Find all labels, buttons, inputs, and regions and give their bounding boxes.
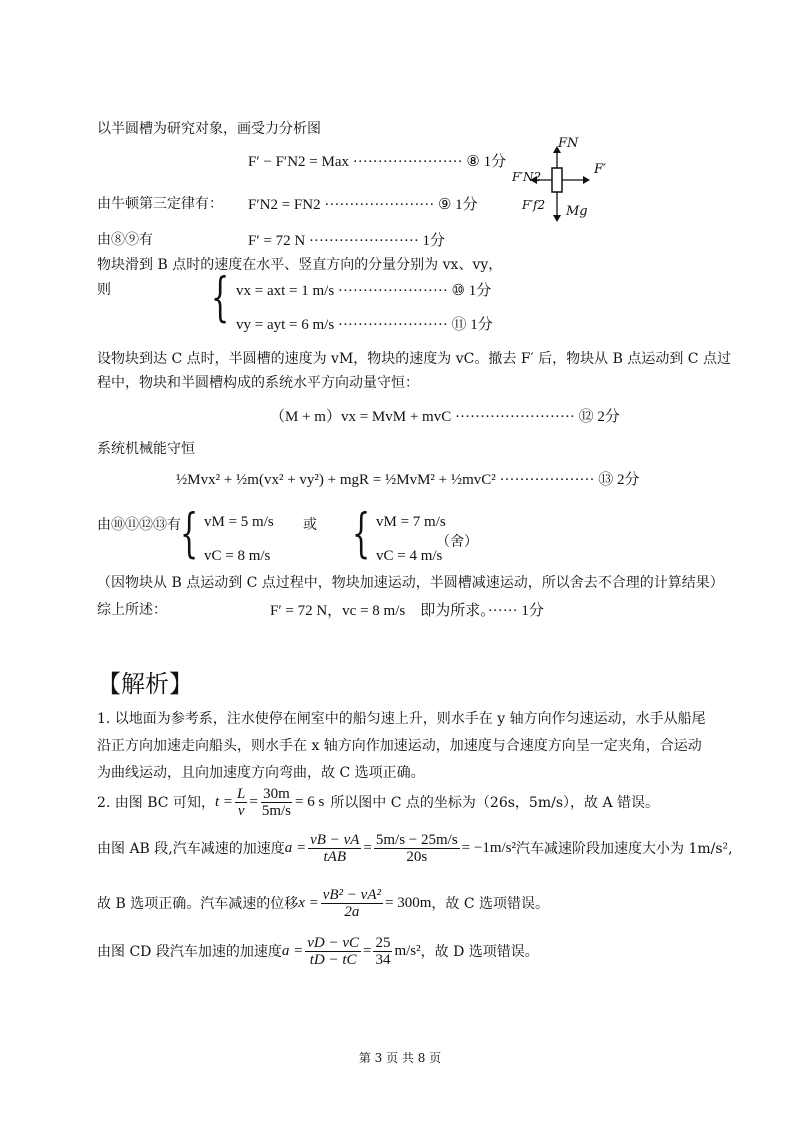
discard-label: （舍） bbox=[436, 534, 478, 550]
reason-line: （因物块从 B 点运动到 C 点过程中，物块加速运动，半圆槽减速运动，所以舍去不合理的计算结果） bbox=[97, 575, 724, 591]
analysis-3-pre: 由图 AB 段,汽车减速的加速度 bbox=[97, 841, 285, 857]
equation-force: F′ = 72 N ······················ 1分 bbox=[248, 233, 446, 249]
from-10-13-line: 由⑩⑪⑫⑬有 bbox=[97, 517, 181, 533]
x-fraction: $\frac{\text{vB² − vA²}}{2a}$ bbox=[322, 886, 381, 920]
solution-2-vm: vM = 7 m/s bbox=[376, 514, 446, 530]
intro-line: 以半圆槽为研究对象，画受力分析图 bbox=[97, 121, 321, 137]
equation-8: F′ − F′N2 = Max ······················ ⑧ 1分 bbox=[248, 154, 507, 170]
t-result: = 6 s bbox=[295, 793, 325, 810]
velocity-components-line: 物块滑到 B 点时的速度在水平、竖直方向的分量分别为 vx、vy， bbox=[97, 257, 503, 273]
page-footer: 第 3 页 共 8 页 bbox=[358, 1051, 442, 1065]
analysis-3-row bbox=[97, 825, 733, 871]
brace-2: { bbox=[180, 504, 199, 564]
label-fprime: F′ bbox=[594, 162, 606, 177]
label-mg: Mg bbox=[566, 204, 588, 219]
solution-1-vc: vC = 8 m/s bbox=[204, 548, 271, 564]
analysis-1-line-2: 沿正方向加速走向船头，则水手在 x 轴方向作加速运动，加速度与合速度方向呈一定夹角，合运动 bbox=[97, 738, 702, 754]
analysis-heading: 【解析】 bbox=[97, 670, 193, 698]
equation-12: （M + m）vx = MvM + mvC ························ ⑫ 2分 bbox=[270, 409, 620, 425]
a-result: = −1m/s² bbox=[461, 839, 517, 856]
label-fn: FN bbox=[558, 136, 579, 151]
or-label: 或 bbox=[303, 517, 317, 533]
analysis-5-post: ，故 D 选项错误。 bbox=[420, 944, 539, 960]
analysis-4-post: ，故 C 选项错误。 bbox=[431, 896, 550, 912]
t-fraction-2: $\frac{30m}{5m/s}$ bbox=[261, 785, 292, 819]
d-result: m/s² bbox=[394, 942, 421, 959]
analysis-2-row bbox=[97, 782, 659, 822]
t-eq: t = bbox=[214, 793, 234, 810]
summary-line: 综上所述： bbox=[97, 602, 167, 618]
block-shape bbox=[552, 168, 562, 192]
newton-third-law-line: 由牛顿第三定律有： bbox=[97, 196, 223, 212]
a-fraction-2: $\frac{5m/s - 25m/s}{20s}$ bbox=[375, 831, 458, 865]
brace-1: { bbox=[211, 268, 230, 328]
analysis-4-row bbox=[97, 880, 549, 926]
d-fraction-2: $\frac{25}{34}$ bbox=[375, 934, 391, 968]
analysis-1-line-1: 1. 以地面为参考系，注水使停在闸室中的船匀速上升，则水手在 y 轴方向作匀速运动，水手从船尾 bbox=[97, 711, 706, 727]
analysis-5-pre: 由图 CD 段汽车加速的加速度 bbox=[97, 944, 282, 960]
equation-13: ½Mvx² + ½m(vx² + vy²) + mgR = ½MvM² + ½mvC² ··················· ⑬ 2分 bbox=[176, 472, 640, 488]
t-mid: = bbox=[249, 793, 258, 810]
analysis-2-post: 所以图中 C 点的坐标为（26s，5m/s），故 A 错误。 bbox=[330, 795, 660, 811]
d-mid: = bbox=[363, 942, 372, 959]
solution-1-vm: vM = 5 m/s bbox=[204, 514, 274, 530]
analysis-1-line-3: 为曲线运动，且向加速度方向弯曲，故 C 选项正确。 bbox=[97, 765, 425, 781]
analysis-4-pre: 故 B 选项正确。汽车减速的位移 bbox=[97, 896, 299, 912]
a-fraction-1: $\frac{vB - vA}{\text{tAB}}$ bbox=[310, 831, 360, 865]
label-fn2: F′N2 bbox=[512, 170, 542, 184]
equation-10: vx = axt = 1 m/s ······················ ⑩ 1分 bbox=[236, 283, 492, 299]
energy-line: 系统机械能守恒 bbox=[97, 441, 195, 457]
analysis-3-post: 汽车减速阶段加速度大小为 1m/s², bbox=[516, 841, 733, 857]
x-result: = 300m bbox=[385, 894, 432, 911]
force-diagram bbox=[510, 138, 620, 228]
analysis-5-row bbox=[97, 928, 539, 974]
brace-3: { bbox=[352, 504, 371, 564]
then-line: 则 bbox=[97, 282, 111, 298]
a-eq: a = bbox=[284, 839, 307, 856]
d-eq: a = bbox=[281, 942, 304, 959]
equation-11: vy = ayt = 6 m/s ······················ ⑪ 1分 bbox=[236, 317, 493, 333]
label-ff2: F′f2 bbox=[522, 198, 546, 212]
t-fraction-1: $\frac{L}{v}$ bbox=[237, 785, 246, 819]
final-result: F′ = 72 N，vc = 8 m/s 即为所求。······ 1分 bbox=[270, 603, 544, 619]
equation-9: F′N2 = FN2 ······················ ⑨ 1分 bbox=[248, 197, 478, 213]
setup-line-2: 程中，物块和半圆槽构成的系统水平方向动量守恒： bbox=[97, 375, 419, 391]
from-8-9-line: 由⑧⑨有 bbox=[97, 232, 153, 248]
solution-2-vc: vC = 4 m/s bbox=[376, 548, 443, 564]
a-mid: = bbox=[363, 839, 372, 856]
d-fraction-1: $\frac{vD - vC}{tD - tC}$ bbox=[307, 934, 359, 968]
x-eq: x = bbox=[298, 894, 319, 911]
analysis-2-pre: 2. 由图 BC 可知， bbox=[97, 795, 215, 811]
setup-line-1: 设物块到达 C 点时，半圆槽的速度为 vM，物块的速度为 vC。撤去 F′ 后，物块从 B 点运动到 C 点过 bbox=[97, 351, 731, 367]
